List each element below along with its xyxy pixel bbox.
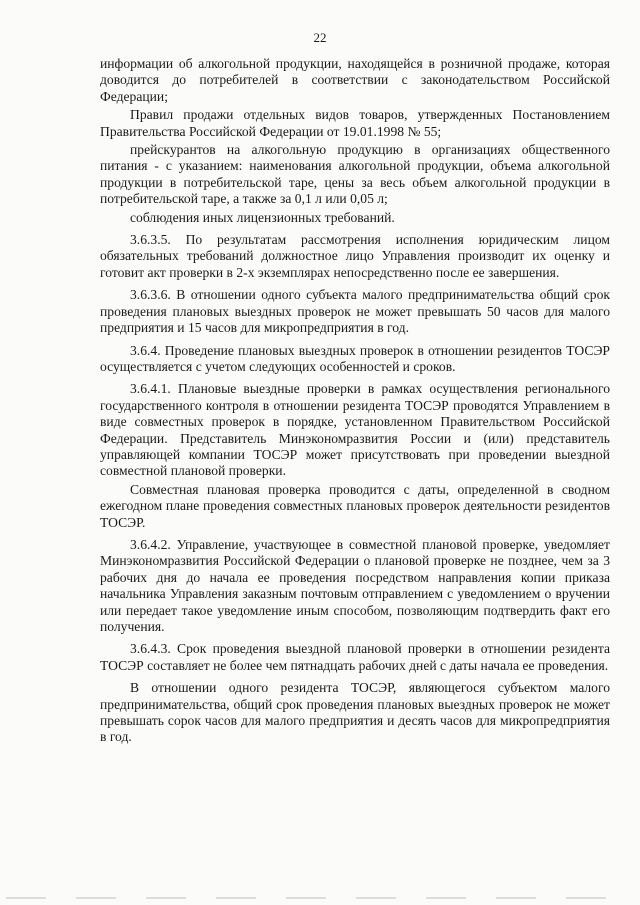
- scan-edge-marks: [6, 897, 634, 899]
- document-body: [100, 56, 610, 748]
- page-number: 22: [313, 30, 327, 45]
- paragraph-price-lists: прейскурантов на алкогольную продукцию в организациях общественного питания - с указанием: наименования алкогольной продукции, объема алкогольной продукции в потребительской таре, цены за весь объем алкогольной продукции в потребительской таре, а также за 0,1 л или 0,05 л;: [100, 142, 610, 207]
- paragraph-3-6-4-3: 3.6.4.3. Срок проведения выездной плановой проверки в отношении резидента ТОСЭР составляет не более чем пятнадцать рабочих дней с даты начала ее проведения.: [100, 641, 610, 673]
- paragraph-alcohol-info: информации об алкогольной продукции, находящейся в розничной продаже, которая доводится до потребителей в соответствии с законодательством Российской Федерации;: [100, 56, 610, 104]
- paragraph-3-6-4-1: 3.6.4.1. Плановые выездные проверки в рамках осуществления регионального государственного контроля в отношении резидента ТОСЭР проводятся Управлением в виде совместных проверок в порядке, установленном Правительством Российской Федерации. Представитель Минэкономразвития России и (или) представитель управляющей компании ТОСЭР может присутствовать при проведении выездной совместной плановой проверки.: [100, 381, 610, 479]
- paragraph-3-6-3-6: 3.6.3.6. В отношении одного субъекта малого предпринимательства общий срок проведения плановых выездных проверок не может превышать 50 часов для малого предприятия и 15 часов для микропредприятия в год.: [100, 287, 610, 336]
- paragraph-3-6-4-2: 3.6.4.2. Управление, участвующее в совместной плановой проверке, уведомляет Минэкономразвития Российской Федерации о плановой проверке не позднее, чем за 3 рабочих дня до начала ее проведения посредством направления копии приказа начальника Управления заказным почтовым отправлением с уведомлением о вручении или передает такое уведомление иным способом, позволяющим подтвердить факт его получения.: [100, 536, 610, 634]
- paragraph-3-6-3-5: 3.6.3.5. По результатам рассмотрения исполнения юридическим лицом обязательных требований должностное лицо Управления производит их оценку и готовит акт проверки в 2-х экземплярах непосредственно после ее завершения.: [100, 232, 610, 280]
- paragraph-sales-rules: Правил продажи отдельных видов товаров, утвержденных Постановлением Правительства Российской Федерации от 19.01.1998 № 55;: [100, 107, 610, 139]
- paragraph-3-6-4: 3.6.4. Проведение плановых выездных проверок в отношении резидентов ТОСЭР осуществляется с учетом следующих особенностей и сроков.: [100, 342, 610, 374]
- paragraph-license-requirements: соблюдения иных лицензионных требований.: [130, 209, 395, 225]
- paragraph-small-business-limit: В отношении одного резидента ТОСЭР, являющегося субъектом малого предпринимательства, общий срок проведения плановых выездных проверок не может превышать сорок часов для малого предприятия и десять часов для микропредприятия в год.: [100, 680, 610, 745]
- paragraph-joint-inspection: Совместная плановая проверка проводится с даты, определенной в сводном ежегодном плане проведения совместных плановых проверок деятельности резидентов ТОСЭР.: [100, 481, 610, 530]
